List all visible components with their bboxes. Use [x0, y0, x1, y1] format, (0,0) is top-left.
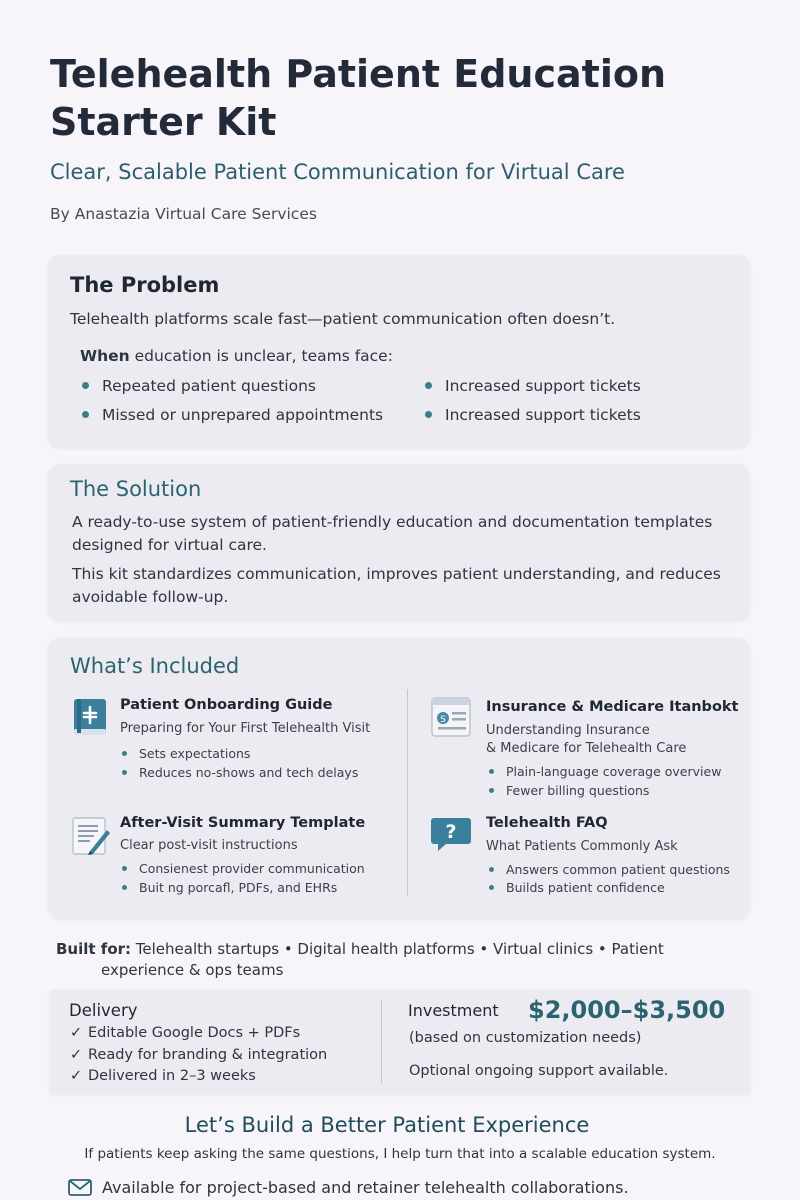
item-title: After-Visit Summary Template [120, 815, 366, 831]
bullet-dot [425, 382, 432, 389]
problem-bullet [82, 377, 316, 395]
delivery-investment-panel [50, 990, 750, 1094]
item-title: Patient Onboarding Guide [120, 697, 333, 713]
bullet-text: Answers common patient questions [506, 862, 730, 877]
bullet-dot [82, 411, 89, 418]
solution-card [48, 464, 750, 621]
document-icon [430, 696, 472, 738]
problem-when-bold: When [80, 347, 130, 365]
book-icon [70, 696, 110, 738]
item-subtitle-line: & Medicare for Telehealth Care [486, 741, 687, 756]
item-bullet [122, 880, 337, 895]
item-subtitle: Preparing for Your First Telehealth Visit [120, 721, 371, 736]
bullet-text: Repeated patient questions [102, 377, 316, 395]
item-bullet [489, 880, 665, 895]
item-bullet [489, 783, 649, 798]
built-for-line1: Telehealth startups • Digital health platforms • Virtual clinics • Patient [131, 940, 664, 958]
item-bullet [122, 861, 365, 876]
page-title: Telehealth Patient Education Starter Kit [50, 52, 666, 144]
investment-note: (based on customization needs) [409, 1030, 642, 1046]
problem-bullet [425, 406, 641, 424]
item-bullet [489, 764, 721, 779]
built-for [56, 939, 756, 981]
mail-icon [68, 1179, 92, 1196]
svg-text:S: S [440, 715, 446, 725]
delivery-item-text: Editable Google Docs + PDFs [88, 1025, 301, 1041]
investment-price: $2,000–$3,500 [528, 996, 726, 1024]
bullet-dot [122, 770, 127, 775]
panel-divider [381, 1000, 382, 1084]
bullet-dot [122, 866, 127, 871]
item-subtitle [486, 722, 686, 758]
bullet-text: Increased support tickets [445, 377, 641, 395]
delivery-item-text: Delivered in 2–3 weeks [88, 1068, 256, 1084]
bullet-text: Buit ng porcafl, PDFs, and EHRs [139, 880, 338, 895]
bullet-dot [489, 885, 494, 890]
problem-lead: Telehealth platforms scale fast—patient communication often doesn’t. [70, 310, 616, 328]
bullet-dot [122, 751, 127, 756]
delivery-item [70, 1068, 256, 1084]
problem-heading: The Problem [70, 273, 220, 297]
bullet-text: Plain-language coverage overview [506, 764, 722, 779]
bullet-text: Reduces no-shows and tech delays [139, 765, 359, 780]
item-bullet [489, 862, 730, 877]
item-bullet [122, 765, 358, 780]
built-for-label: Built for: [56, 940, 132, 958]
page-subtitle: Clear, Scalable Patient Communication for Virtual Care [50, 160, 625, 184]
item-subtitle-line: Understanding Insurance [486, 723, 650, 738]
bullet-text: Fewer billing questions [506, 783, 650, 798]
investment-optional: Optional ongoing support available. [409, 1063, 669, 1079]
bullet-text: Missed or unprepared appointments [102, 406, 384, 424]
bullet-dot [122, 885, 127, 890]
solution-heading: The Solution [70, 477, 202, 501]
delivery-item [70, 1047, 327, 1063]
bullet-dot [82, 382, 89, 389]
cta-contact-text: Available for project-based and retainer telehealth collaborations. [102, 1178, 629, 1197]
byline: By Anastazia Virtual Care Services [50, 205, 317, 223]
cta-contact [68, 1178, 629, 1197]
check-icon: ✓ [70, 1025, 83, 1041]
bullet-text: Consienest provider communication [139, 861, 365, 876]
solution-paragraph-2: This kit standardizes communication, improves patient understanding, and reduces avoidable follow-up. [72, 565, 721, 606]
item-title: Insurance & Medicare Itanbokt [486, 699, 739, 715]
delivery-heading: Delivery [69, 1001, 138, 1020]
cta-subtitle: If patients keep asking the same questions, I help turn that into a scalable education system. [84, 1146, 716, 1162]
item-subtitle: Clear post-visit instructions [120, 838, 298, 853]
svg-text:?: ? [445, 821, 457, 843]
check-icon: ✓ [70, 1047, 83, 1063]
item-bullet [122, 746, 250, 761]
bullet-text: Sets expectations [139, 746, 251, 761]
investment-label: Investment [408, 1001, 499, 1020]
problem-when-rest: education is unclear, teams face: [129, 347, 393, 365]
column-divider [407, 689, 408, 896]
bullet-dot [489, 788, 494, 793]
bullet-text: Increased support tickets [445, 406, 641, 424]
delivery-item [70, 1025, 300, 1041]
bullet-dot [489, 867, 494, 872]
included-heading: What’s Included [70, 654, 240, 678]
check-icon: ✓ [70, 1068, 83, 1084]
bullet-text: Builds patient confidence [506, 880, 665, 895]
bullet-dot [425, 411, 432, 418]
problem-bullet [82, 406, 383, 424]
solution-paragraph-1: A ready-to-use system of patient-friendly education and documentation templates designed for virtual care. [72, 513, 713, 554]
item-title: Telehealth FAQ [486, 815, 608, 831]
problem-bullet [425, 377, 641, 395]
question-bubble-icon [430, 814, 472, 854]
included-card [48, 638, 750, 919]
cta-title: Let’s Build a Better Patient Experience [184, 1113, 590, 1137]
built-for-line2: experience & ops teams [101, 961, 284, 979]
problem-card [48, 255, 750, 448]
delivery-item-text: Ready for branding & integration [88, 1047, 328, 1063]
item-subtitle: What Patients Commonly Ask [486, 839, 678, 854]
bullet-dot [489, 769, 494, 774]
problem-when [80, 347, 393, 365]
notepad-pen-icon [70, 814, 112, 858]
